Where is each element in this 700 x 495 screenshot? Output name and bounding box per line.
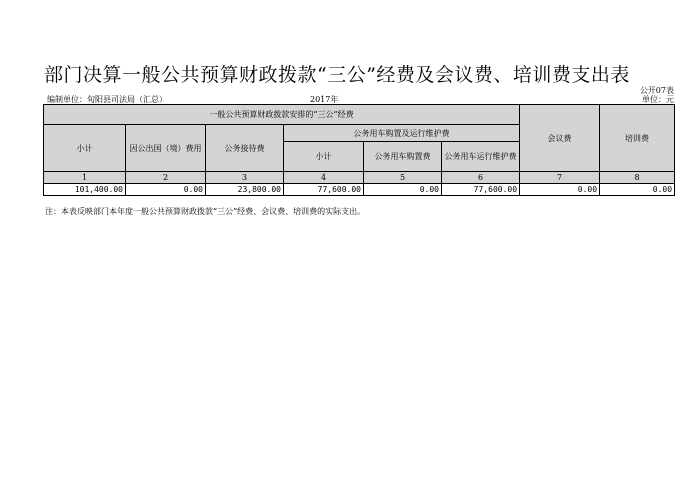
header-abroad: 因公出国（境）费用 [126,125,206,172]
header-vehicle-operation: 公务用车运行维护费 [442,142,520,172]
header-training: 培训费 [600,105,675,172]
value-subtotal: 101,400.00 [44,184,126,196]
expense-table [43,104,675,196]
value-vehicle-subtotal: 77,600.00 [284,184,364,196]
index-cell: 5 [364,172,442,184]
index-cell: 8 [600,172,675,184]
index-cell: 3 [206,172,284,184]
header-meeting: 会议费 [520,105,600,172]
value-abroad: 0.00 [126,184,206,196]
header-vehicle-purchase: 公务用车购置费 [364,142,442,172]
organization-label: 编制单位：旬阳县司法局（汇总） [47,95,167,104]
index-cell: 2 [126,172,206,184]
value-meeting: 0.00 [520,184,600,196]
index-row [44,172,675,184]
header-row-1 [44,105,675,125]
value-training: 0.00 [600,184,675,196]
index-cell: 1 [44,172,126,184]
header-vehicle-group: 公务用车购置及运行维护费 [284,125,520,142]
value-reception: 23,800.00 [206,184,284,196]
unit-label: 单位：元 [642,95,674,104]
index-cell: 6 [442,172,520,184]
index-cell: 7 [520,172,600,184]
index-cell: 4 [284,172,364,184]
value-row [44,184,675,196]
header-reception: 公务接待费 [206,125,284,172]
footnote: 注：本表反映部门本年度一般公共预算财政拨款“三公”经费、会议费、培训费的实际支出。 [45,207,366,216]
header-vehicle-subtotal: 小计 [284,142,364,172]
year-label: 2017年 [310,95,339,104]
value-vehicle-purchase: 0.00 [364,184,442,196]
header-group-main: 一般公共预算财政拨款安排的“三公”经费 [44,105,520,125]
form-code: 公开07表 [639,86,674,95]
page-title: 部门决算一般公共预算财政拨款“三公”经费及会议费、培训费支出表 [44,64,630,86]
header-subtotal: 小计 [44,125,126,172]
value-vehicle-operation: 77,600.00 [442,184,520,196]
